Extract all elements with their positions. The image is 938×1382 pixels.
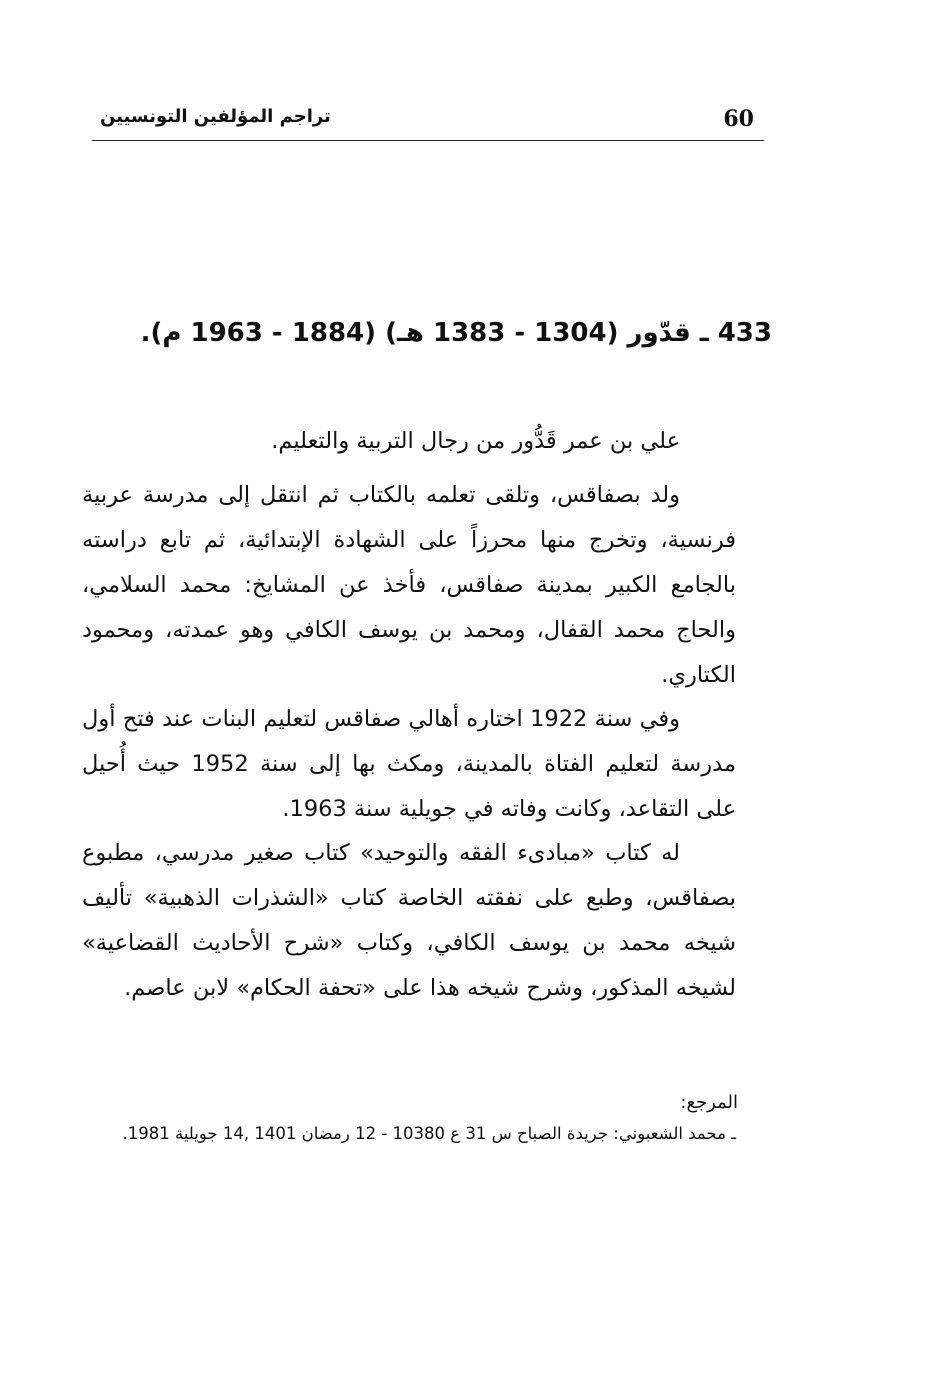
paragraph-intro: علي بن عمر قَدُّور من رجال التربية والتعليم. bbox=[271, 428, 680, 454]
paragraph-works: له كتاب «مبادىء الفقه والتوحيد» كتاب صغير مدرسي، مطبوع بصفاقس، وطبع على نفقته الخاصة كتاب «الشذرات الذهبية» تأليف شيخه محمد بن يوسف الكافي، وكتاب «شرح الأحاديث القضاعية» لشيخه المذكور، وشرح شيخه هذا على «تحفة الحكام» لابن عاصم. bbox=[82, 840, 736, 1001]
entry-heading: 433 ـ قدّور (1304 - 1383 هـ) (1884 - 1963 م). bbox=[140, 318, 772, 348]
references-label: المرجع: bbox=[680, 1092, 738, 1113]
paragraph-career: وفي سنة 1922 اختاره أهالي صفاقس لتعليم البنات عند فتح أول مدرسة لتعليم الفتاة بالمدينة، ومكث بها إلى سنة 1952 حيث أُحيل على التقاعد، وكانت وفاته في جويلية سنة 1963. bbox=[82, 706, 736, 822]
reference-item: ـ محمد الشعبوني: جريدة الصباح س 31 ع 10380 - 12 رمضان 1401 ,14 جويلية 1981. bbox=[122, 1124, 736, 1143]
book-title: تراجم المؤلفين التونسيين bbox=[100, 106, 331, 127]
page-number: 60 bbox=[723, 106, 754, 132]
paragraph-biography: ولد بصفاقس، وتلقى تعلمه بالكتاب ثم انتقل إلى مدرسة عربية فرنسية، وتخرج منها محرزاً على الشهادة الإبتدائية، ثم تابع دراسته بالجامع الكبير بمدينة صفاقس، فأخذ عن المشايخ: محمد السلامي، والحاج محمد القفال، ومحمد بن يوسف الكافي وهو عمدته، ومحمود الكتاري. bbox=[82, 482, 736, 688]
running-header bbox=[92, 100, 764, 141]
